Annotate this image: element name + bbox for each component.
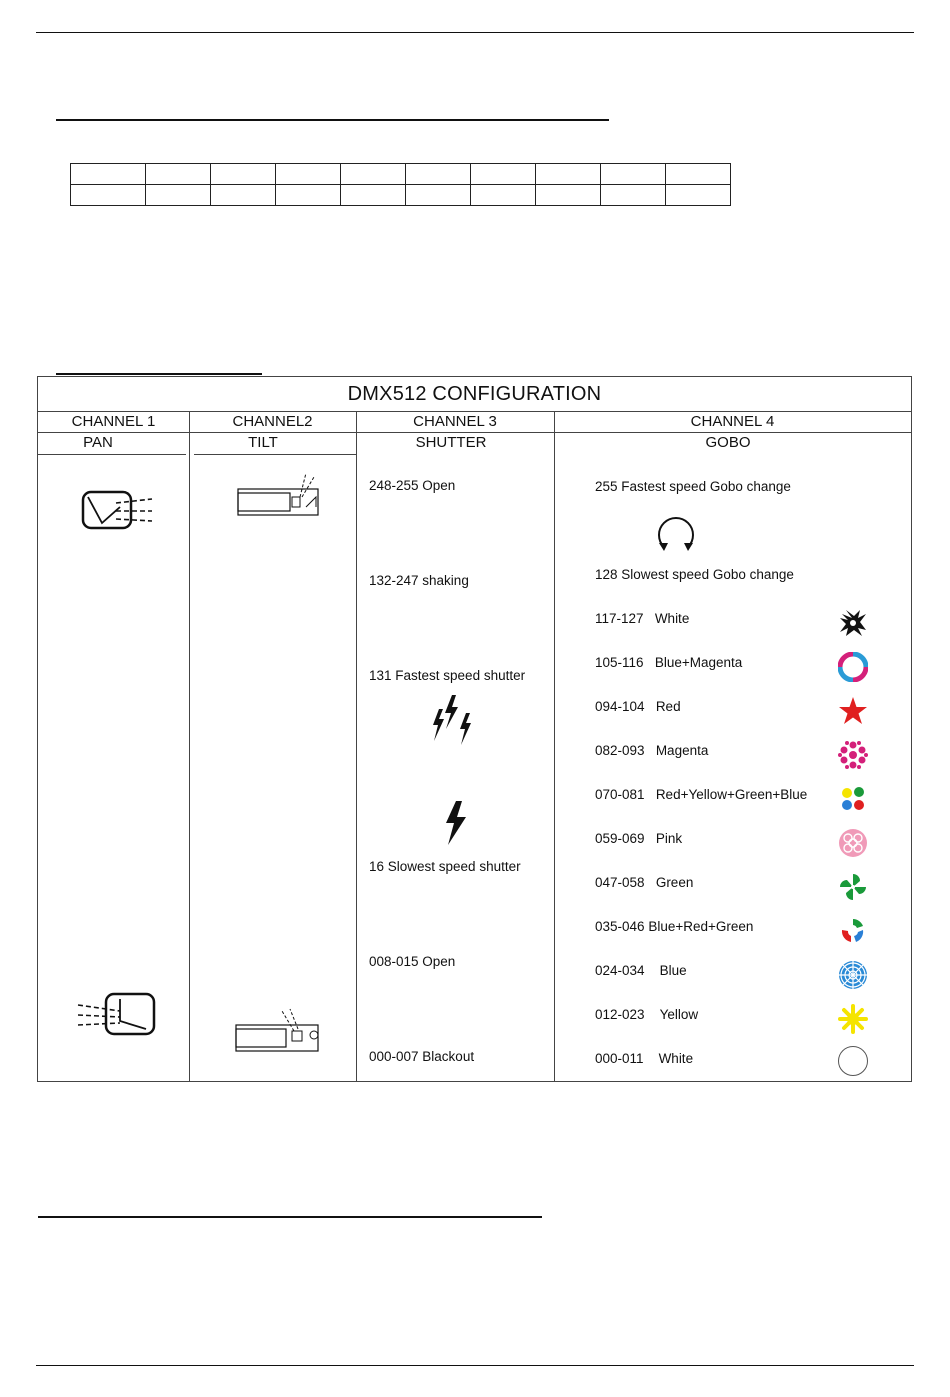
row-divider xyxy=(38,454,186,455)
blue-magenta-ring-gobo-icon xyxy=(838,652,868,682)
table-row xyxy=(71,164,731,185)
white-circle-gobo-icon xyxy=(837,1045,869,1077)
row-divider xyxy=(194,454,356,455)
shutter-open-low: 008-015 Open xyxy=(369,954,456,969)
section-underline-1 xyxy=(56,119,609,121)
page-bottom-rule xyxy=(36,1365,914,1366)
pan-start-icon xyxy=(80,489,156,531)
shutter-label: SHUTTER xyxy=(415,434,487,451)
list-item: 117-127 White xyxy=(595,611,690,626)
rotation-arrows-icon xyxy=(654,511,698,555)
tri-color-gobo-icon xyxy=(838,916,868,946)
tilt-label: TILT xyxy=(248,434,278,451)
list-item: 094-104 Red xyxy=(595,699,681,714)
magenta-dots-gobo-icon xyxy=(838,740,868,770)
pan-end-icon xyxy=(76,991,158,1039)
gobo-fastest-change: 255 Fastest speed Gobo change xyxy=(595,479,791,494)
shutter-shaking: 132-247 shaking xyxy=(369,573,469,588)
table-row xyxy=(71,185,731,206)
shutter-blackout: 000-007 Blackout xyxy=(369,1049,475,1064)
list-item: 047-058 Green xyxy=(595,875,694,890)
section-underline-3 xyxy=(38,1216,542,1218)
four-color-dots-gobo-icon xyxy=(838,784,868,814)
list-item: 070-081 Red+Yellow+Green+Blue xyxy=(595,787,808,802)
list-item: 012-023 Yellow xyxy=(595,1007,699,1022)
list-item: 082-093 Magenta xyxy=(595,743,709,758)
white-pattern-gobo-icon xyxy=(838,608,868,638)
list-item: 000-011 White xyxy=(595,1051,694,1066)
red-star-gobo-icon xyxy=(838,696,868,726)
green-spiral-gobo-icon xyxy=(838,872,868,902)
yellow-star-gobo-icon xyxy=(838,1004,868,1034)
pan-label: PAN xyxy=(83,434,113,451)
list-item: 035-046 Blue+Red+Green xyxy=(595,919,754,934)
list-item: 105-116 Blue+Magenta xyxy=(595,655,743,670)
pink-pattern-gobo-icon xyxy=(838,828,868,858)
channel-4-header: CHANNEL 4 xyxy=(690,413,775,430)
triple-lightning-icon xyxy=(430,695,474,745)
gobo-label: GOBO xyxy=(705,434,751,451)
section-underline-2 xyxy=(56,373,262,375)
channel-1-header: CHANNEL 1 xyxy=(71,413,156,430)
dmx-title: DMX512 CONFIGURATION xyxy=(38,377,911,412)
tilt-end-icon xyxy=(234,1007,326,1057)
column-divider xyxy=(189,411,190,1081)
empty-address-table xyxy=(70,163,731,206)
column-divider xyxy=(554,411,555,1081)
tilt-start-icon xyxy=(236,471,326,521)
list-item: 024-034 Blue xyxy=(595,963,687,978)
blue-web-gobo-icon xyxy=(838,960,868,990)
channel-3-header: CHANNEL 3 xyxy=(413,413,497,430)
shutter-slowest: 16 Slowest speed shutter xyxy=(369,859,521,874)
list-item: 059-069 Pink xyxy=(595,831,683,846)
shutter-open-high: 248-255 Open xyxy=(369,478,456,493)
dmx-config-table xyxy=(37,376,912,1082)
single-lightning-icon xyxy=(444,801,468,845)
column-divider xyxy=(356,411,357,1081)
gobo-slowest-change: 128 Slowest speed Gobo change xyxy=(595,567,794,582)
channel-2-header: CHANNEL2 xyxy=(232,413,313,430)
page-top-rule xyxy=(36,32,914,33)
shutter-fastest: 131 Fastest speed shutter xyxy=(369,668,526,683)
